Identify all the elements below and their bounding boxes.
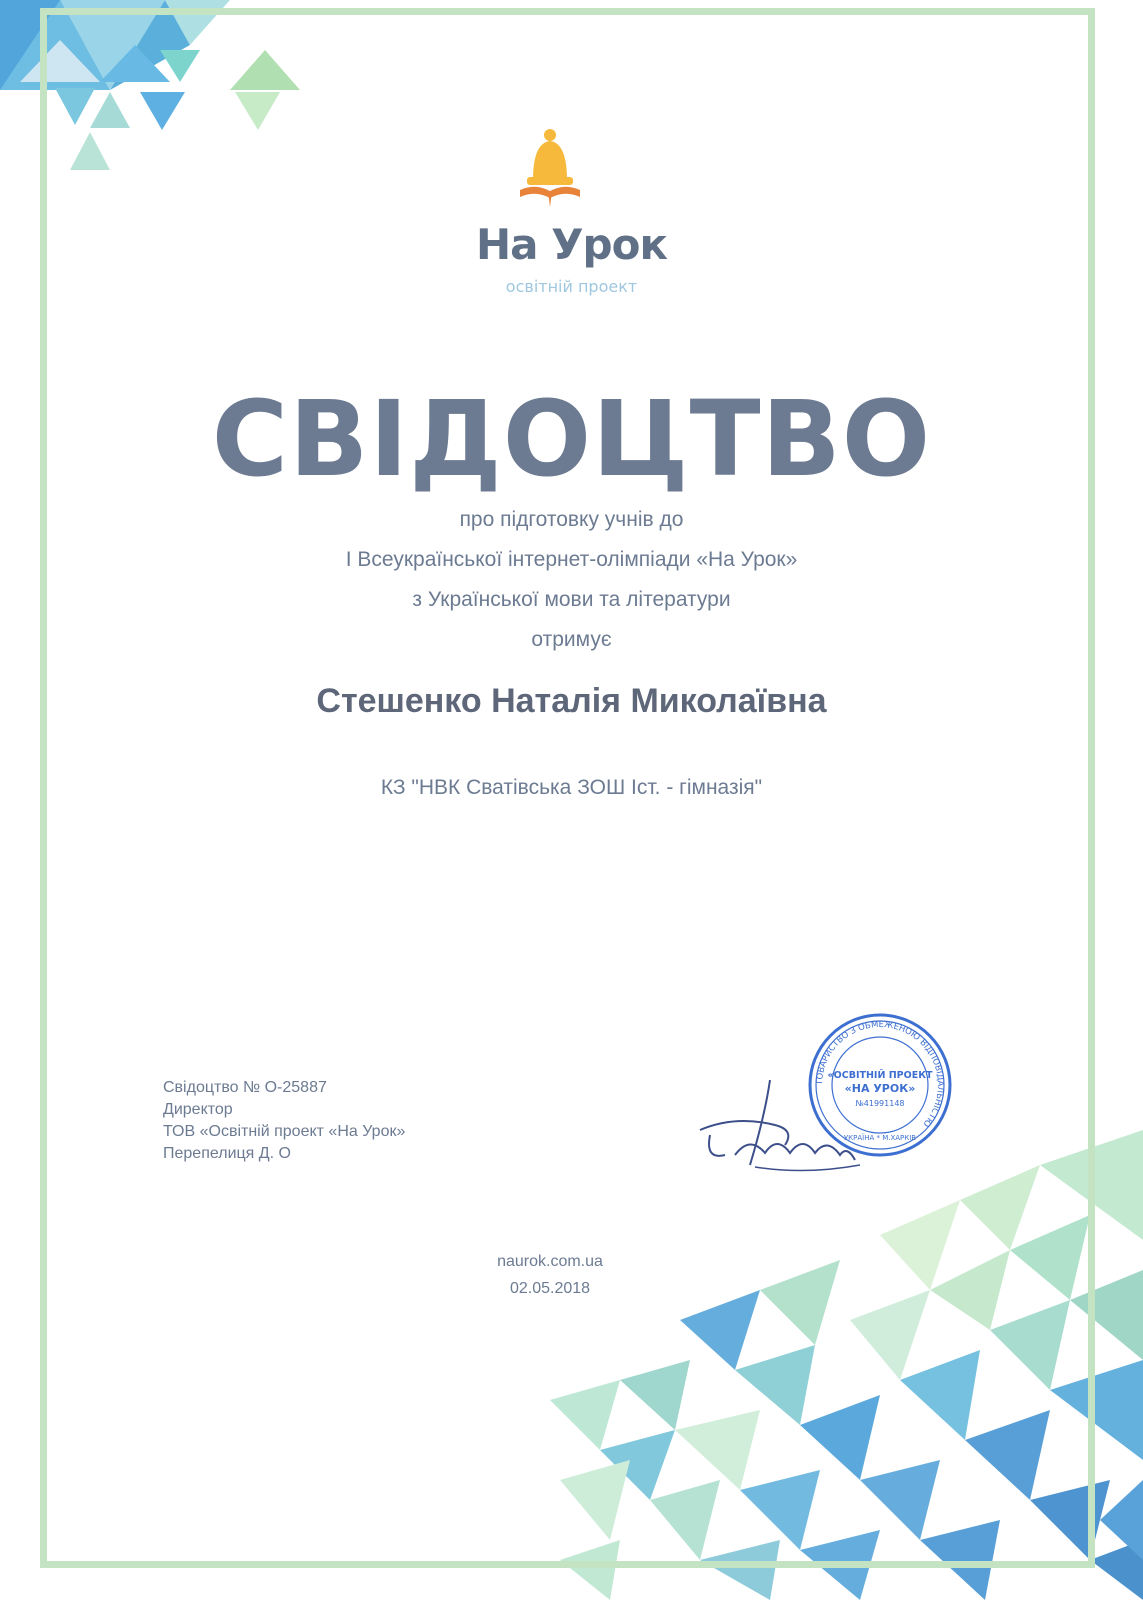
description-line-3: з Української мови та літератури: [412, 588, 731, 611]
stamp-bottom-text: УКРАЇНА * М.ХАРКІВ: [843, 1134, 917, 1142]
signatory-block: [163, 1077, 405, 1165]
company-stamp: [805, 1010, 955, 1160]
recipient-name: Стешенко Наталія Миколаївна: [316, 682, 827, 720]
certificate-title: СВІДОЦТВО: [211, 378, 932, 500]
stamp-line-1: «ОСВІТНІЙ ПРОЕКТ: [827, 1070, 933, 1081]
brand-subtitle: освітній проект: [505, 277, 638, 296]
certificate-number: Свідоцтво № О-25887: [163, 1079, 327, 1096]
stamp-code: №41991148: [855, 1099, 905, 1108]
signatory-position: Директор: [163, 1101, 233, 1118]
website: naurok.com.ua: [497, 1253, 603, 1270]
description-line-2: I Всеукраїнської інтернет-олімпіади «На Урок»: [345, 548, 798, 571]
bell-book-icon: [515, 125, 585, 210]
stamp-ring-text: ТОВАРИСТВО З ОБМЕЖЕНОЮ ВІДПОВІДАЛЬНІСТЮ: [814, 1019, 946, 1129]
issue-date: 02.05.2018: [509, 1280, 591, 1297]
brand-name: На Урок: [476, 220, 667, 269]
school-name: КЗ "НВК Сватівська ЗОШ Іст. - гімназія": [380, 776, 763, 799]
stamp-line-2: «НА УРОК»: [844, 1082, 916, 1095]
signatory-name: Перепелиця Д. О: [163, 1145, 291, 1162]
signatory-company: ТОВ «Освітній проект «На Урок»: [163, 1123, 406, 1140]
description-line-4: отримує: [531, 628, 612, 651]
description-line-1: про підготовку учнів до: [459, 508, 684, 531]
